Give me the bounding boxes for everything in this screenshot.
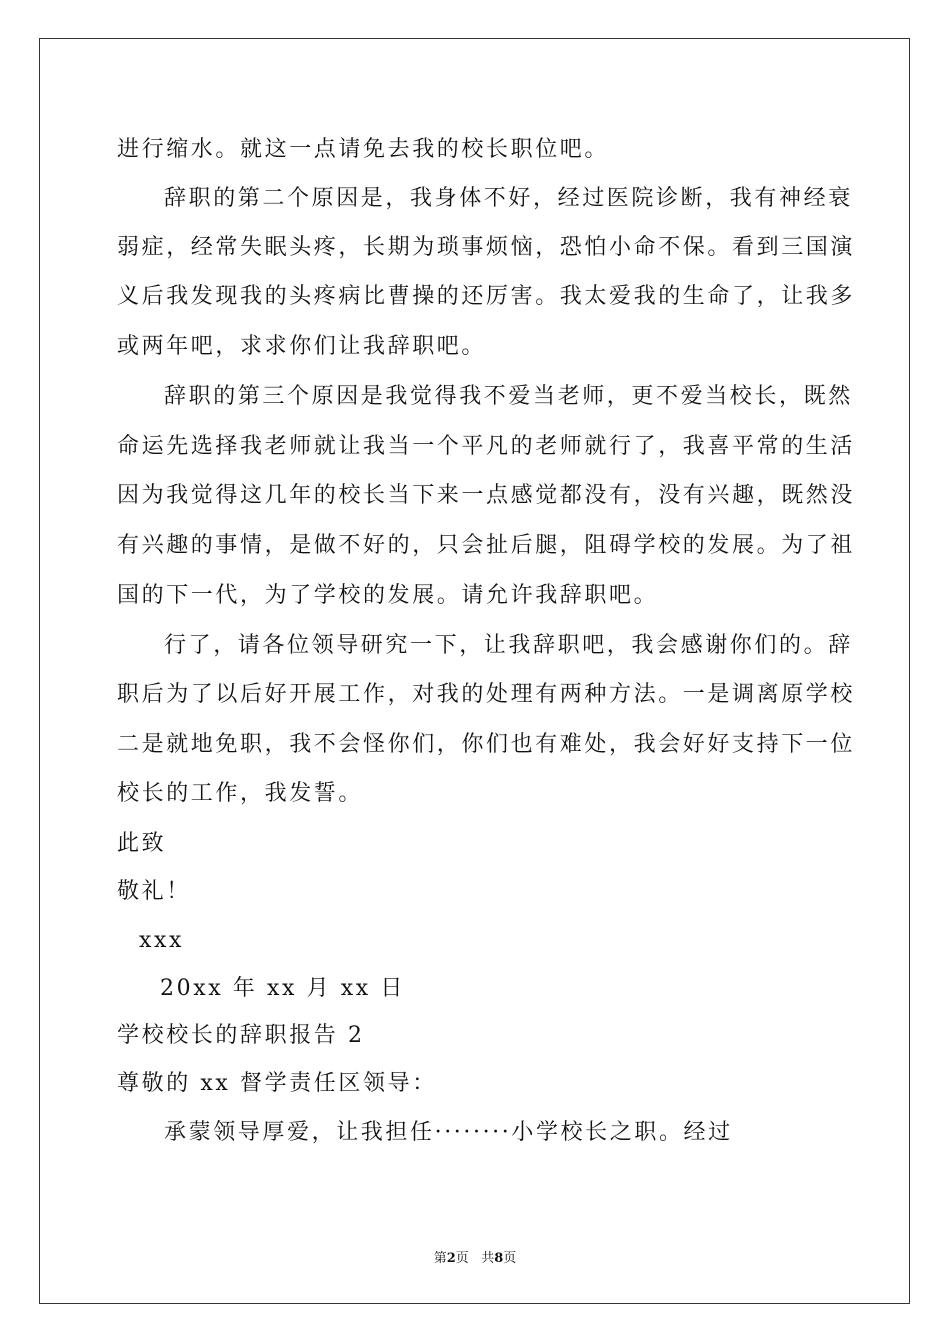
paragraph-first-line: 辞职的第二个原因是，我身体不好，经过医院诊断，我有神经衰: [164, 186, 853, 211]
closing-regards: 敬礼！: [117, 879, 191, 904]
text-line: 职后为了以后好开展工作，对我的处理有两种方法。一是调离原学校: [117, 682, 856, 707]
text-line: 因为我觉得这几年的校长当下来一点感觉都没有，没有兴趣，既然没: [117, 483, 856, 508]
page-number: 2: [446, 1251, 456, 1266]
text-line: 校长的工作，我发誓。: [117, 781, 364, 806]
total-suffix: 页: [503, 1251, 517, 1266]
text-line: 国的下一代，为了学校的发展。请允许我辞职吧。: [117, 583, 659, 608]
page-footer: [0, 1247, 950, 1266]
text-line: 二是就地免职，我不会怪你们，你们也有难处，我会好好支持下一位: [117, 732, 856, 757]
page-suffix: 页: [455, 1251, 469, 1266]
text-line: 有兴趣的事情，是做不好的，只会扯后腿，阻碍学校的发展。为了祖: [117, 533, 856, 558]
total-pages: 8: [494, 1251, 504, 1266]
text-line: 或两年吧，求求你们让我辞职吧。: [117, 334, 487, 359]
total-prefix: 共: [481, 1251, 495, 1266]
text-line: 义后我发现我的头疼病比曹操的还厉害。我太爱我的生命了，让我多: [117, 284, 856, 309]
closing-salutation: 此致: [117, 831, 167, 856]
signature-date: 20xx 年 xx 月 xx 日: [160, 976, 406, 1001]
page-frame: [39, 38, 910, 1304]
text-line: 命运先选择我老师就让我当一个平凡的老师就行了，我喜平常的生活: [117, 434, 856, 459]
page-prefix: 第: [433, 1251, 447, 1266]
section-title: 学校校长的辞职报告 2: [117, 1023, 365, 1048]
paragraph-first-line: 行了，请各位领导研究一下，让我辞职吧，我会感谢你们的。辞: [164, 633, 853, 658]
paragraph-first-line: 辞职的第三个原因是我觉得我不爱当老师，更不爱当校长，既然: [164, 384, 853, 409]
text-line: 进行缩水。就这一点请免去我的校长职位吧。: [117, 137, 610, 162]
signature-name: xxx: [139, 928, 185, 953]
text-line: 弱症，经常失眠头疼，长期为琐事烦恼，恐怕小命不保。看到三国演: [117, 235, 856, 260]
letter-greeting: 尊敬的 xx 督学责任区领导：: [117, 1071, 437, 1096]
paragraph-first-line: 承蒙领导厚爱，让我担任········小学校长之职。经过: [164, 1120, 733, 1145]
